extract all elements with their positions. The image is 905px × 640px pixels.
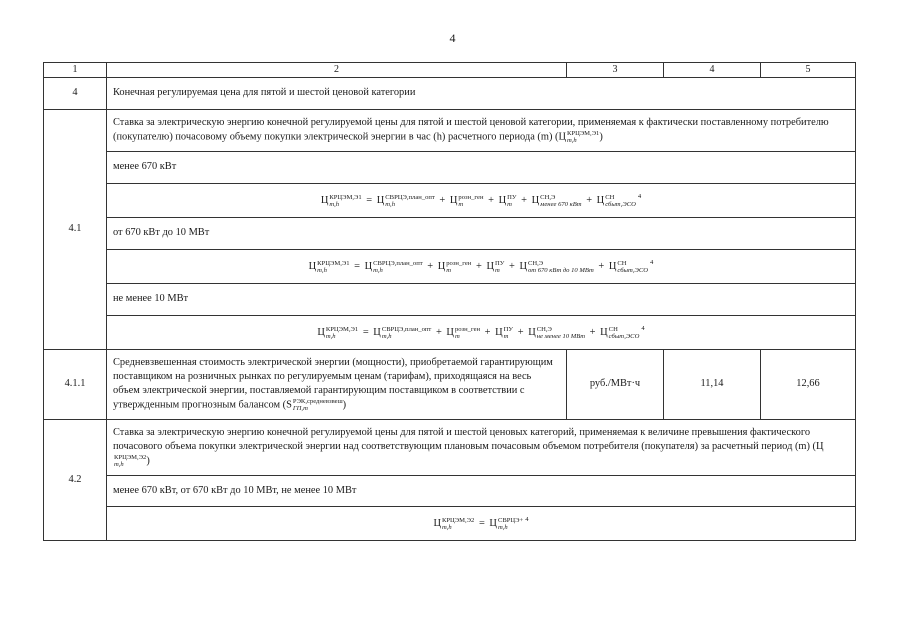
sub-text: сбыт,ЭСО <box>605 200 636 208</box>
sub-text: m,h <box>497 523 508 531</box>
sup-text: СН,Э <box>540 193 556 201</box>
sup-text: СН <box>605 193 615 201</box>
script-stack <box>507 194 516 208</box>
op-plus: + <box>586 194 593 206</box>
symbol-ts: Ц <box>558 131 566 143</box>
op-plus: + <box>427 260 434 272</box>
header-col-3: 3 <box>567 63 664 78</box>
op-plus: + <box>488 194 494 206</box>
footnote-mark: 4 <box>525 515 529 523</box>
sup-text: КРЦЭМ,Э2 <box>114 454 147 462</box>
sub-text: m <box>503 332 509 340</box>
symbol-ts: Ц <box>498 194 507 206</box>
sup-text: КРЦЭМ,Э2 <box>441 516 475 524</box>
op-plus: + <box>521 194 528 206</box>
symbol-ts: Ц <box>531 194 540 206</box>
symbol-ts: Ц <box>489 517 497 529</box>
sup-text: СВРЦЭ,план_опт <box>373 259 423 267</box>
symbol-ts: Ц <box>495 326 503 338</box>
sup-text: розн_ген <box>454 325 481 333</box>
header-col-4: 4 <box>664 63 761 78</box>
unit-cell: руб./МВт·ч <box>567 350 664 420</box>
desc-text: Средневзвешенная стоимость электрической энергии (мощности), приобретаемой гарантирующим поставщиком на розничных рынках по регулируемым ценам (тарифам), приходящаяся на весь объем электрической энергии, поставляемой гарантирующим поставщиком в соответствии с утвержденным прогнозным балансом ( <box>113 357 553 411</box>
subheading: менее 670 кВт, от 670 кВт до 10 МВт, не менее 10 МВт <box>107 476 856 507</box>
table-row <box>44 350 856 420</box>
script-stack <box>446 260 471 274</box>
formula-row <box>44 184 856 218</box>
symbol-ts: Ц <box>308 260 317 272</box>
formula-row <box>44 316 856 350</box>
sup-text: РЭК,средневзвеш <box>292 398 343 406</box>
header-col-5: 5 <box>761 63 856 78</box>
desc-text: Ставка за электрическую энергию конечной регулируемой цены для пятой и шестой ценовых категорий, применяемая к величине превышения фактического почасового объема покупки электрической энергии над соответствующим плановым почасовым объемом потребителя (покупателя) за расчетный период (m) ( <box>113 427 817 453</box>
script-stack <box>326 326 358 340</box>
script-stack <box>114 454 146 468</box>
sub-text: от 670 кВт до 10 МВт <box>528 266 594 274</box>
table-row <box>44 218 856 250</box>
desc-close: ) <box>599 131 603 143</box>
op-plus: + <box>509 260 515 272</box>
script-stack <box>455 326 480 340</box>
op-eq: = <box>362 326 369 338</box>
row-description <box>107 420 856 476</box>
header-col-2: 2 <box>107 63 567 78</box>
desc-text: Ставка за электрическую энергию конечной регулируемой цены для пятой и шестой ценовой категории, применяемая к фактически поставленному потребителю (покупателю) почасовому объему покупки электрической энергии в час (h) расчетного периода (m) ( <box>113 117 829 143</box>
sup-text: СН <box>617 259 627 267</box>
row-description <box>107 350 567 420</box>
script-stack <box>458 194 483 208</box>
table-row <box>44 152 856 184</box>
formula-row <box>44 507 856 541</box>
footnote-mark: 4 <box>637 192 642 200</box>
row-description <box>107 110 856 152</box>
sup-text: ПУ <box>507 193 517 201</box>
subheading: менее 670 кВт <box>107 152 856 184</box>
symbol-ts: Ц <box>437 260 446 272</box>
script-stack <box>528 260 594 274</box>
symbol-s: S <box>286 399 292 411</box>
sup-text: СН,Э <box>536 325 552 333</box>
desc-close: ) <box>342 399 347 411</box>
script-stack <box>540 194 581 208</box>
sub-text: менее 670 кВт <box>540 200 582 208</box>
script-stack <box>605 194 636 208</box>
row-number: 4.1.1 <box>44 350 107 420</box>
sup-text: КРЦЭМ,Э1 <box>567 130 600 138</box>
symbol-ts: Ц <box>608 260 617 272</box>
op-plus: + <box>517 326 524 338</box>
op-plus: + <box>484 326 491 338</box>
tariff-table <box>43 62 856 541</box>
table-row <box>44 420 856 476</box>
op-eq: = <box>354 260 360 272</box>
symbol-ts: Ц <box>446 326 454 338</box>
sub-text: m,h <box>373 266 383 274</box>
sub-text: сбыт,ЭСО <box>617 266 649 274</box>
formula-1 <box>107 184 856 218</box>
footnote-mark: 4 <box>650 258 654 266</box>
op-eq: = <box>366 194 373 206</box>
script-stack <box>329 194 361 208</box>
symbol-ts: Ц <box>317 326 325 338</box>
sub-text: m <box>446 266 451 274</box>
value-cell-col4: 11,14 <box>664 350 761 420</box>
symbol-ts: Ц <box>596 194 605 206</box>
sub-text: m,h <box>385 200 395 208</box>
sup-text: ПУ <box>494 259 505 267</box>
op-plus: + <box>589 326 596 338</box>
sub-text: m,h <box>567 137 577 145</box>
sup-text: розн_ген <box>446 259 472 267</box>
sup-text: СВРЦЭ,план_опт <box>385 193 435 201</box>
script-stack <box>317 260 349 274</box>
sup-text: КРЦЭМ,Э1 <box>329 193 362 201</box>
row-text: Конечная регулируемая цена для пятой и шестой ценовой категории <box>107 78 856 110</box>
sub-text: m,h <box>329 200 340 208</box>
op-eq: = <box>478 517 485 529</box>
sup-text: СН <box>608 325 618 333</box>
script-stack <box>385 194 435 208</box>
sup-text: СВРЦЭ+ <box>497 516 524 524</box>
sub-text: m <box>458 200 464 208</box>
header-col-1: 1 <box>44 63 107 78</box>
op-plus: + <box>435 326 442 338</box>
script-stack <box>498 517 523 531</box>
sub-text: ГП,m <box>292 405 308 413</box>
script-stack <box>537 326 585 340</box>
desc-close: ) <box>146 455 150 467</box>
symbol-ts: Ц <box>816 441 824 453</box>
formula-row <box>44 250 856 284</box>
sub-text: не менее 10 МВт <box>536 332 586 340</box>
table-row <box>44 476 856 507</box>
formula-2 <box>107 250 856 284</box>
header-row <box>44 63 856 78</box>
op-plus: + <box>439 194 446 206</box>
formula-3 <box>107 316 856 350</box>
op-plus: + <box>475 260 482 272</box>
sub-text: m <box>454 332 460 340</box>
script-stack <box>609 326 640 340</box>
table-row <box>44 110 856 152</box>
sub-text: m,h <box>441 523 452 531</box>
script-stack <box>567 130 599 144</box>
script-stack <box>495 260 504 274</box>
script-stack <box>373 260 423 274</box>
footnote-mark: 4 <box>641 324 645 332</box>
subheading: от 670 кВт до 10 МВт <box>107 218 856 250</box>
row-number: 4.1 <box>44 110 107 350</box>
sub-text: m,h <box>325 332 336 340</box>
symbol-ts: Ц <box>373 326 381 338</box>
script-stack <box>382 326 432 340</box>
symbol-ts: Ц <box>449 194 458 206</box>
script-stack <box>442 517 474 531</box>
sup-text: СН,Э <box>528 259 544 267</box>
sub-text: m,h <box>114 461 124 469</box>
row-number: 4.2 <box>44 420 107 541</box>
symbol-ts: Ц <box>433 517 441 529</box>
script-stack <box>293 398 343 412</box>
symbol-ts: Ц <box>364 260 373 272</box>
sup-text: СВРЦЭ,план_опт <box>381 325 432 333</box>
sub-text: m,h <box>317 266 327 274</box>
symbol-ts: Ц <box>600 326 608 338</box>
sub-text: сбыт,ЭСО <box>608 332 640 340</box>
symbol-ts: Ц <box>519 260 527 272</box>
sub-text: m <box>494 266 500 274</box>
script-stack <box>617 260 648 274</box>
sup-text: КРЦЭМ,Э1 <box>317 259 350 267</box>
symbol-ts: Ц <box>528 326 536 338</box>
sub-text: m,h <box>381 332 392 340</box>
sub-text: m <box>507 200 512 208</box>
value-cell-col5: 12,66 <box>761 350 856 420</box>
table-row <box>44 78 856 110</box>
row-number: 4 <box>44 78 107 110</box>
sup-text: КРЦЭМ,Э1 <box>325 325 359 333</box>
symbol-ts: Ц <box>376 194 385 206</box>
subheading: не менее 10 МВт <box>107 284 856 316</box>
table-row <box>44 284 856 316</box>
op-plus: + <box>598 260 605 272</box>
page-number: 4 <box>449 31 456 45</box>
sup-text: ПУ <box>503 325 514 333</box>
formula-4 <box>107 507 856 541</box>
sup-text: розн_ген <box>458 193 484 201</box>
script-stack <box>504 326 513 340</box>
symbol-ts: Ц <box>320 194 329 206</box>
symbol-ts: Ц <box>486 260 494 272</box>
